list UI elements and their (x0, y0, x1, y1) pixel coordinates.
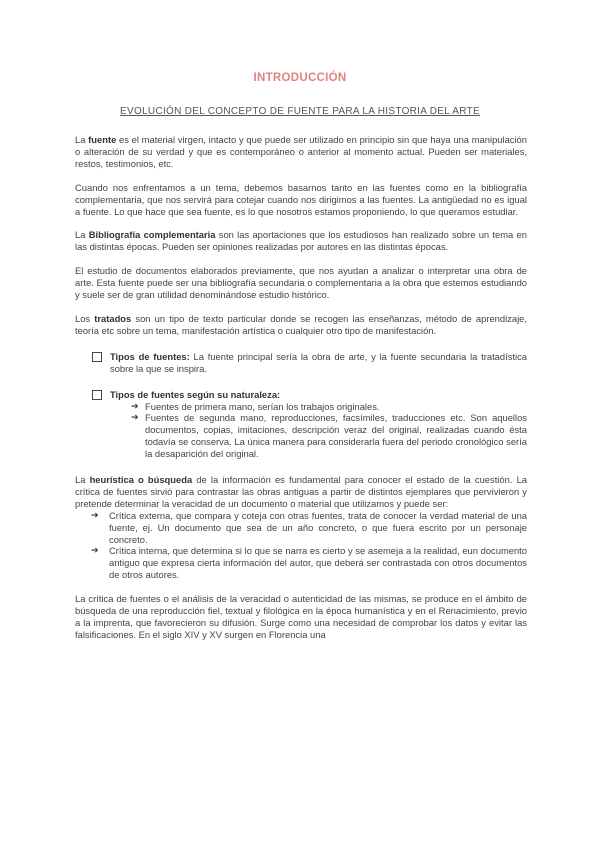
arrow-right-icon: ➔ (91, 545, 99, 556)
checklist-item-tipos: Tipos de fuentes: La fuente principal sería la obra de arte, y la fuente secundaria la tratadística sobre la que se inspira. (75, 351, 527, 375)
list-item: ➔ Fuentes de segunda mano, reproducciones, facsímiles, traducciones etc. Son aquellos documentos, copias, imitaciones, descripción veraz del original, realizadas cuando ésta todavía se conserva. La única manera para considerarla fuera del periodo cronológico sería la desaparición del original. (131, 412, 527, 460)
document-body (75, 134, 527, 641)
checkbox-icon (92, 390, 102, 400)
arrow-right-icon: ➔ (131, 400, 139, 411)
term-heuristica: heurística o búsqueda (89, 474, 193, 486)
naturaleza-list (75, 401, 527, 461)
paragraph-bibliografia-intro: Cuando nos enfrentamos a un tema, debemos basarnos tanto en las fuentes como en la bibliografía complementaria, que nos servirá para cotejar cuando nos dirigimos a las fuentes. La antigüedad no es igual a fuente. Lo que hace que sea fuente, es lo que nosotros estamos proponiendo, lo que queramos estudiar. (75, 181, 527, 217)
term-bibliografia: Bibliografía complementaria (88, 229, 216, 241)
page-subtitle: EVOLUCIÓN DEL CONCEPTO DE FUENTE PARA LA HISTORIA DEL ARTE (120, 106, 480, 117)
list-item: ➔ Crítica externa, que compara y coteja con otras fuentes, trata de conocer la verdad material de una fuente, ej. Un documento que sea de un año concreto, o que fuera escrito por un personaje concreto. (91, 509, 527, 545)
arrow-right-icon: ➔ (91, 509, 99, 520)
paragraph-estudio: El estudio de documentos elaborados previamente, que nos ayudan a analizar o interpretar una obra de arte. Esta fuente puede ser una bibliografía secundaria o complementaria a la obra que estemos estudiando y suele ser de gran utilidad denominándose estudio histórico. (75, 265, 527, 301)
checklist-item-naturaleza: Tipos de fuentes según su naturaleza: (75, 389, 527, 401)
paragraph-heuristica: La heurística o búsqueda de la información es fundamental para conocer el estado de la cuestión. La crítica de fuentes sirvió para contrastar las obras antiguas a partir de distintos ejemplares que pervivieron y pretende determinar la veracidad de un documento o material que utilizamos y puede ser: (75, 474, 527, 509)
checkbox-icon (92, 352, 102, 362)
term-fuente: fuente (88, 134, 117, 145)
page-title: INTRODUCCIÓN (253, 72, 347, 84)
term-tratados: tratados (94, 312, 132, 324)
arrow-right-icon: ➔ (131, 412, 139, 423)
paragraph-fuente: La fuente es el material virgen, intacto y que puede ser utilizado en principio sin que haya una manipulación o alteración de su verdad y que es contemporáneo o anterior al momento actual. Pueden ser materiales, restos, testimonios, etc. (75, 134, 527, 169)
paragraph-bibliografia: La Bibliografía complementaria son las aportaciones que los estudiosos han realizado sobre un tema en las distintas épocas. Pueden ser opiniones realizadas por autores en las distintas épocas. (75, 229, 527, 253)
critica-list (75, 510, 527, 581)
paragraph-tratados: Los tratados son un tipo de texto particular donde se recogen las enseñanzas, método de aprendizaje, teoría etc sobre un tema, manifestación artística o cualquier otro tipo de manifestación. (75, 312, 527, 336)
paragraph-critica-fuentes: La crítica de fuentes o el análisis de la veracidad o autenticidad de las mismas, se produce en el ámbito de búsqueda de una reproducción fiel, textual y filológica en la época humanística y en el Renacimiento, previo a la imprenta, que favorecieron su difusión. Surge como una necesidad de comprobar los datos y evitar las falsificaciones. En el siglo XIV y XV surgen en Florencia una (75, 593, 527, 640)
list-item: ➔ Fuentes de primera mano, serían los trabajos originales. (131, 400, 380, 412)
list-item: ➔ Crítica interna, que determina si lo que se narra es cierto y se asemeja a la realidad, eun documento antiguo que expresa cierta información del autor, que deberá ser contrastada con otros documentos de otros autores. (91, 545, 527, 581)
